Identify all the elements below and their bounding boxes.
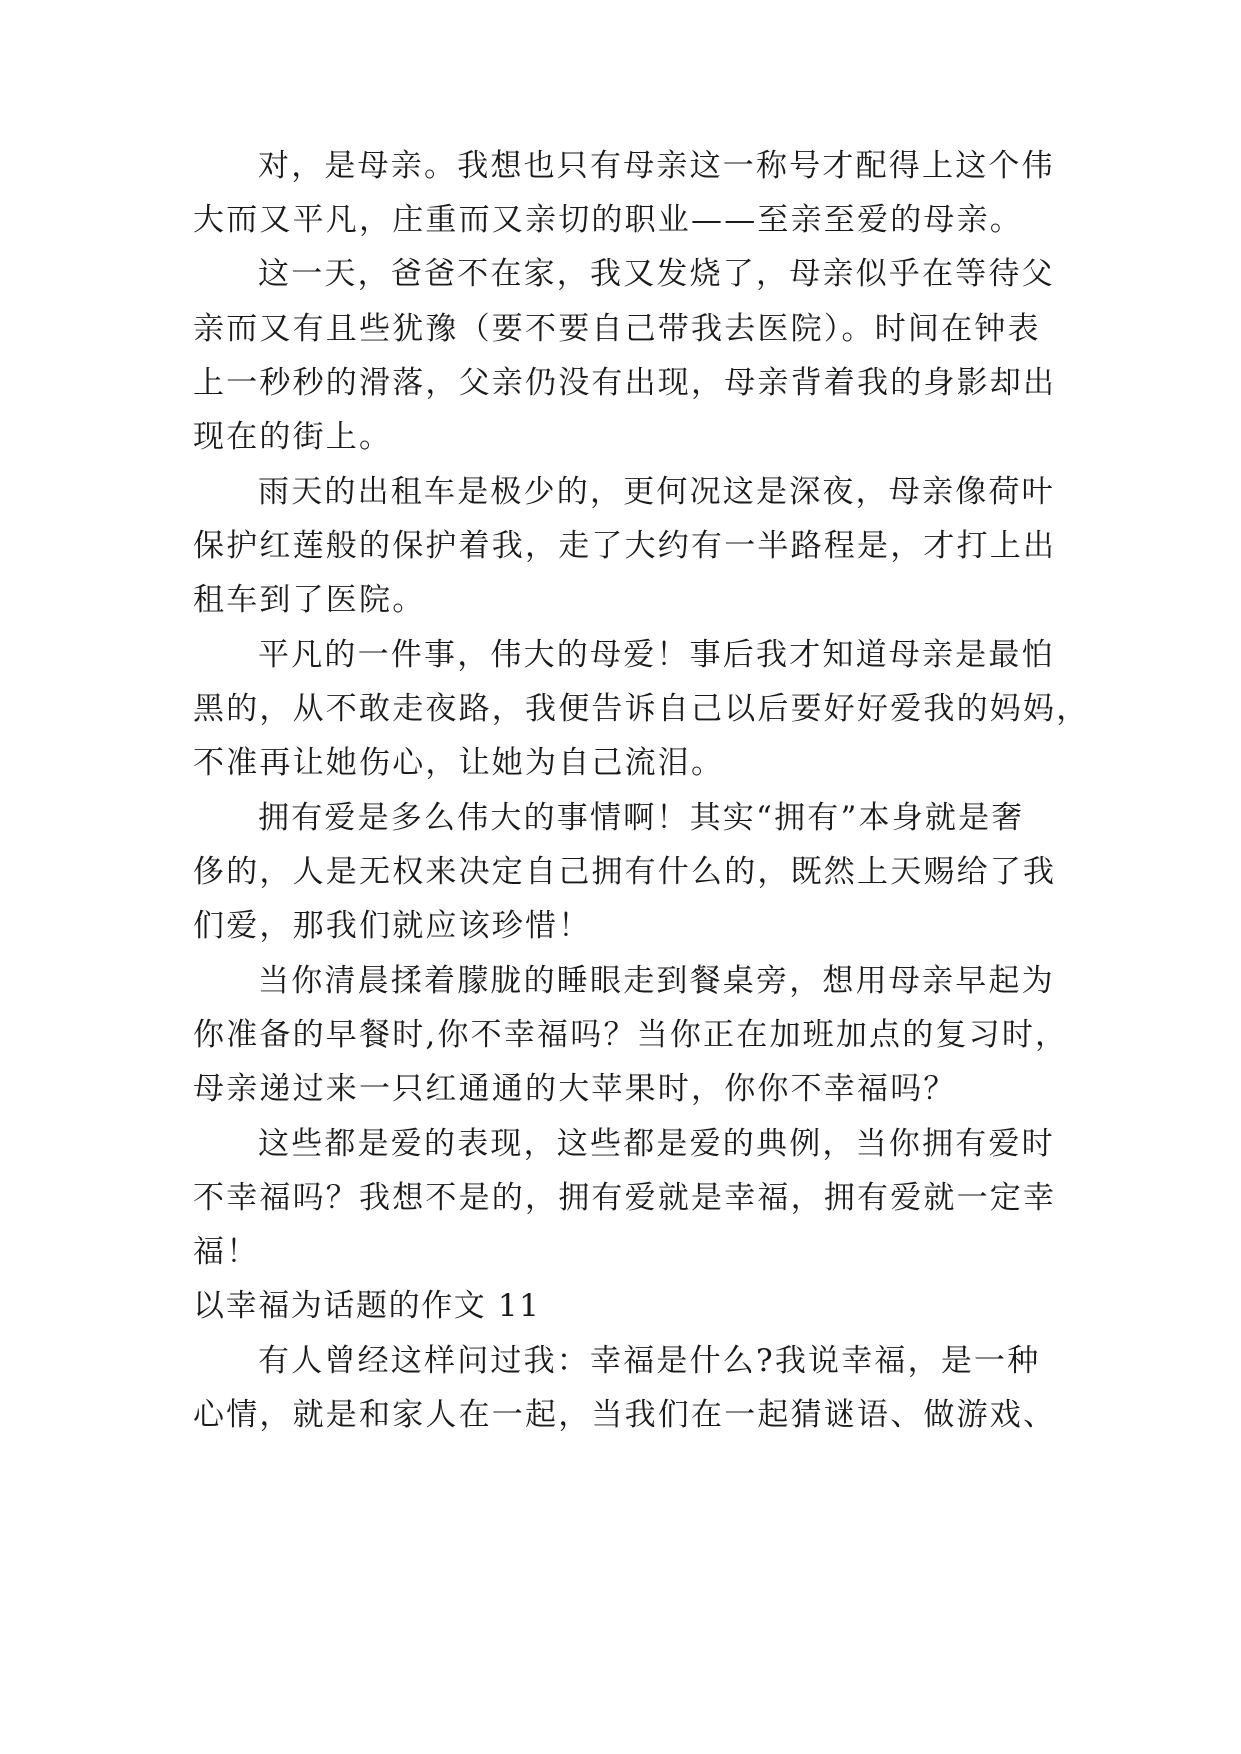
paragraph-2-line-3: 上一秒秒的滑落，父亲仍没有出现，母亲背着我的身影却出 [193, 365, 1057, 401]
paragraph-4-line-3: 不准再让她伤心，让她为自己流泪。 [193, 745, 725, 781]
paragraph-3-line-3: 租车到了医院。 [193, 582, 426, 618]
paragraph-8-line-2: 心情，就是和家人在一起，当我们在一起猜谜语、做游戏、 [193, 1397, 1057, 1433]
paragraph-7-line-1: 这些都是爱的表现，这些都是爱的典例，当你拥有爱时 [258, 1126, 1055, 1162]
section-heading: 以幸福为话题的作文 11 [193, 1288, 541, 1324]
paragraph-5-line-2: 侈的，人是无权来决定自己拥有什么的，既然上天赐给了我 [193, 854, 1057, 890]
paragraph-2-line-4: 现在的街上。 [193, 419, 393, 455]
paragraph-5-line-3: 们爱，那我们就应该珍惜！ [193, 908, 592, 944]
paragraph-1-line-1: 对，是母亲。我想也只有母亲这一称号才配得上这个伟 [258, 148, 1055, 184]
paragraph-4-line-2: 黑的，从不敢走夜路，我便告诉自己以后要好好爱我的妈妈， [193, 691, 1090, 727]
paragraph-6-line-2: 你准备的早餐时,你不幸福吗？当你正在加班加点的复习时， [193, 1017, 1069, 1053]
paragraph-5-line-1: 拥有爱是多么伟大的事情啊！其实“拥有”本身就是奢 [258, 800, 1025, 836]
paragraph-2-line-1: 这一天，爸爸不在家，我又发烧了，母亲似乎在等待父 [258, 256, 1055, 292]
paragraph-2-line-2: 亲而又有且些犹豫（要不要自己带我去医院）。时间在钟表 [193, 311, 1041, 347]
paragraph-6-line-1: 当你清晨揉着朦胧的睡眼走到餐桌旁，想用母亲早起为 [258, 963, 1055, 999]
paragraph-6-line-3: 母亲递过来一只红通通的大苹果时，你你不幸福吗？ [193, 1071, 957, 1107]
paragraph-7-line-3: 福！ [193, 1234, 260, 1270]
paragraph-4-line-1: 平凡的一件事，伟大的母爱！事后我才知道母亲是最怕 [258, 637, 1055, 673]
paragraph-1-line-2: 大而又平凡，庄重而又亲切的职业——至亲至爱的母亲。 [193, 202, 1023, 238]
paragraph-8-line-1: 有人曾经这样问过我：幸福是什么?我说幸福，是一种 [258, 1343, 1041, 1379]
paragraph-7-line-2: 不幸福吗？我想不是的，拥有爱就是幸福，拥有爱就一定幸 [193, 1180, 1057, 1216]
paragraph-3-line-1: 雨天的出租车是极少的，更何况这是深夜，母亲像荷叶 [258, 474, 1055, 510]
paragraph-3-line-2: 保护红莲般的保护着我，走了大约有一半路程是，才打上出 [193, 528, 1057, 564]
